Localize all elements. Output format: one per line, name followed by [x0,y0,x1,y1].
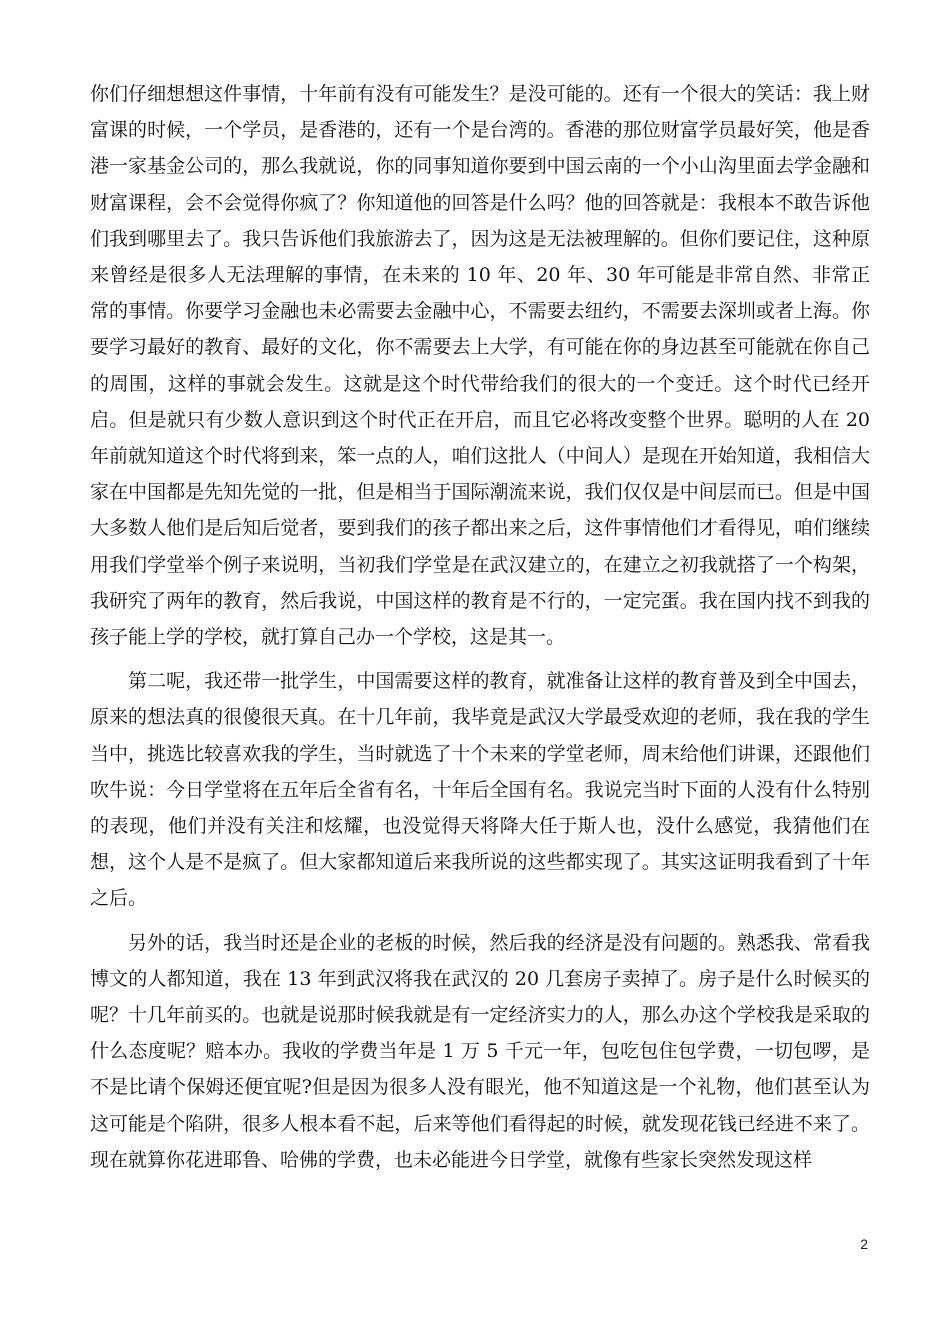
paragraph-1: 你们仔细想想这件事情，十年前有没有可能发生？是没可能的。还有一个很大的笑话：我上财富课的时候，一个学员，是香港的，还有一个是台湾的。香港的那位财富学员最好笑，他是香港一家基金公司的，那么我就说，你的同事知道你要到中国云南的一个小山沟里面去学金融和财富课程，会不会觉得你疯了？你知道他的回答是什么吗？他的回答就是：我根本不敢告诉他们我到哪里去了。我只告诉他们我旅游去了，因为这是无法被理解的。但你们要记住，这种原来曾经是很多人无法理解的事情，在未来的 10 年、20 年、30 年可能是非常自然、非常正常的事情。你要学习金融也未必需要去金融中心，不需要去纽约，不需要去深圳或者上海。你要学习最好的教育、最好的文化，你不需要去上大学，有可能在你的身边甚至可能就在你自己的周围，这样的事就会发生。这就是这个时代带给我们的很大的一个变迁。这个时代已经开启。但是就只有少数人意识到这个时代正在开启，而且它必将改变整个世界。聪明的人在 20 年前就知道这个时代将到来，笨一点的人，咱们这批人（中间人）是现在开始知道，我相信大家在中国都是先知先觉的一批，但是相当于国际潮流来说，我们仅仅是中间层而已。但是中国大多数人他们是后知后觉者，要到我们的孩子都出来之后，这件事情他们才看得见，咱们继续用我们学堂举个例子来说明，当初我们学堂是在武汉建立的，在建立之初我就搭了一个构架，我研究了两年的教育，然后我说，中国这样的教育是不行的，一定完蛋。我在国内找不到我的孩子能上学的学校，就打算自己办一个学校，这是其一。 [90,83,877,649]
document-body [90,76,877,1178]
paragraph-3: 另外的话，我当时还是企业的老板的时候，然后我的经济是没有问题的。熟悉我、常看我博文的人都知道，我在 13 年到武汉将我在武汉的 20 几套房子卖掉了。房子是什么时候买的呢？十几年前买的。也就是说那时候我就是有一定经济实力的人，那么办这个学校我是采取的什么态度呢？赔本办。我收的学费当年是 1 万 5 千元一年，包吃包住包学费，一切包啰，是不是比请个保姆还便宜呢?但是因为很多人没有眼光，他不知道这是一个礼物，他们甚至认为这可能是个陷阱，很多人根本看不起，后来等他们看得起的时候，就发现花钱已经进不来了。现在就算你花进耶鲁、哈佛的学费，也未必能进今日学堂，就像有些家长突然发现这样 [90,931,870,1171]
paragraph-2: 第二呢，我还带一批学生，中国需要这样的教育，就准备让这样的教育普及到全中国去，原来的想法真的很傻很天真。在十几年前，我毕竟是武汉大学最受欢迎的老师，我在我的学生当中，挑选比较喜欢我的学生，当时就选了十个未来的学堂老师，周末给他们讲课，还跟他们吹牛说：今日学堂将在五年后全省有名，十年后全国有名。我说完当时下面的人没有什么特别的表现，他们并没有关注和炫耀，也没觉得天将降大任于斯人也，没什么感觉，我猜他们在想，这个人是不是疯了。但大家都知道后来我所说的这些都实现了。其实这证明我看到了十年之后。 [90,670,870,910]
page-number: 2 [860,1236,868,1252]
